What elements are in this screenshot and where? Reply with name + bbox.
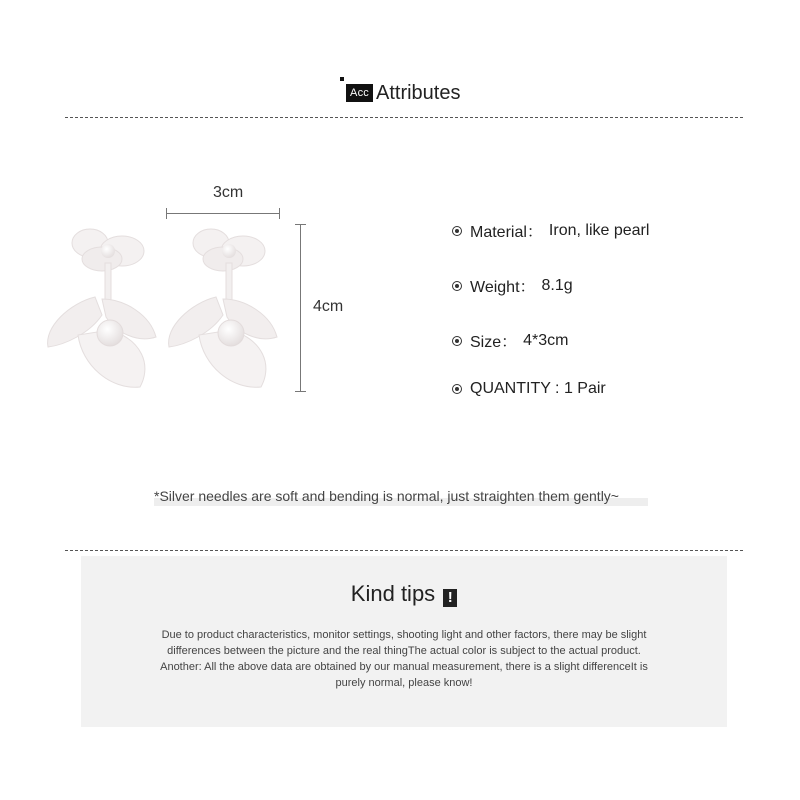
width-dimension-label: 3cm [213, 184, 244, 201]
height-dimension-label: 4cm [313, 298, 344, 315]
earring-left [48, 229, 156, 387]
tips-line: Another: All the above data are obtained by our manual measurement, there is a slight differenceIt is [160, 661, 648, 673]
height-tick-bottom [295, 391, 306, 392]
height-tick-top [295, 224, 306, 225]
header-dot-icon [340, 77, 344, 81]
tips-line: Due to product characteristics, monitor settings, shooting light and other factors, there may be slight [161, 629, 647, 641]
tips-line: differences between the picture and the real thingThe actual color is subject to the actual product. [167, 645, 641, 657]
attribute-label: Weight： [470, 279, 536, 296]
width-tick-left [166, 208, 167, 219]
kind-tips-heading [81, 581, 727, 607]
warning-icon: ! [443, 589, 457, 607]
header-badge: Acc [346, 84, 373, 102]
attribute-label: QUANTITY : 1 Pair [470, 380, 606, 397]
care-note: *Silver needles are soft and bending is normal, just straighten them gently~ [154, 486, 648, 506]
earring-right [169, 229, 277, 387]
attribute-label: Material： [470, 224, 543, 241]
section-header [0, 74, 800, 108]
bullet-icon [452, 384, 462, 394]
bullet-icon [452, 281, 462, 291]
kind-tips-box [81, 556, 727, 727]
earrings-image [30, 215, 300, 400]
bullet-icon [452, 226, 462, 236]
width-tick-right [279, 208, 280, 219]
attribute-weight [452, 274, 573, 297]
attribute-material [452, 219, 649, 242]
kind-tips-title: Kind tips [350, 581, 436, 606]
tips-line: purely normal, please know! [335, 677, 473, 689]
middle-divider [65, 550, 743, 551]
section-title: Attributes [376, 82, 461, 104]
top-divider [65, 117, 743, 118]
bullet-icon [452, 336, 462, 346]
attribute-quantity [452, 380, 606, 398]
kind-tips-text [119, 627, 689, 691]
attribute-size [452, 329, 569, 352]
attribute-value: 4*3cm [523, 331, 569, 349]
attribute-value: Iron, like pearl [548, 221, 650, 239]
attribute-label: Size： [470, 334, 518, 351]
width-dimension-line [166, 213, 280, 214]
height-dimension-line [300, 224, 301, 392]
attribute-value: 8.1g [541, 276, 573, 294]
